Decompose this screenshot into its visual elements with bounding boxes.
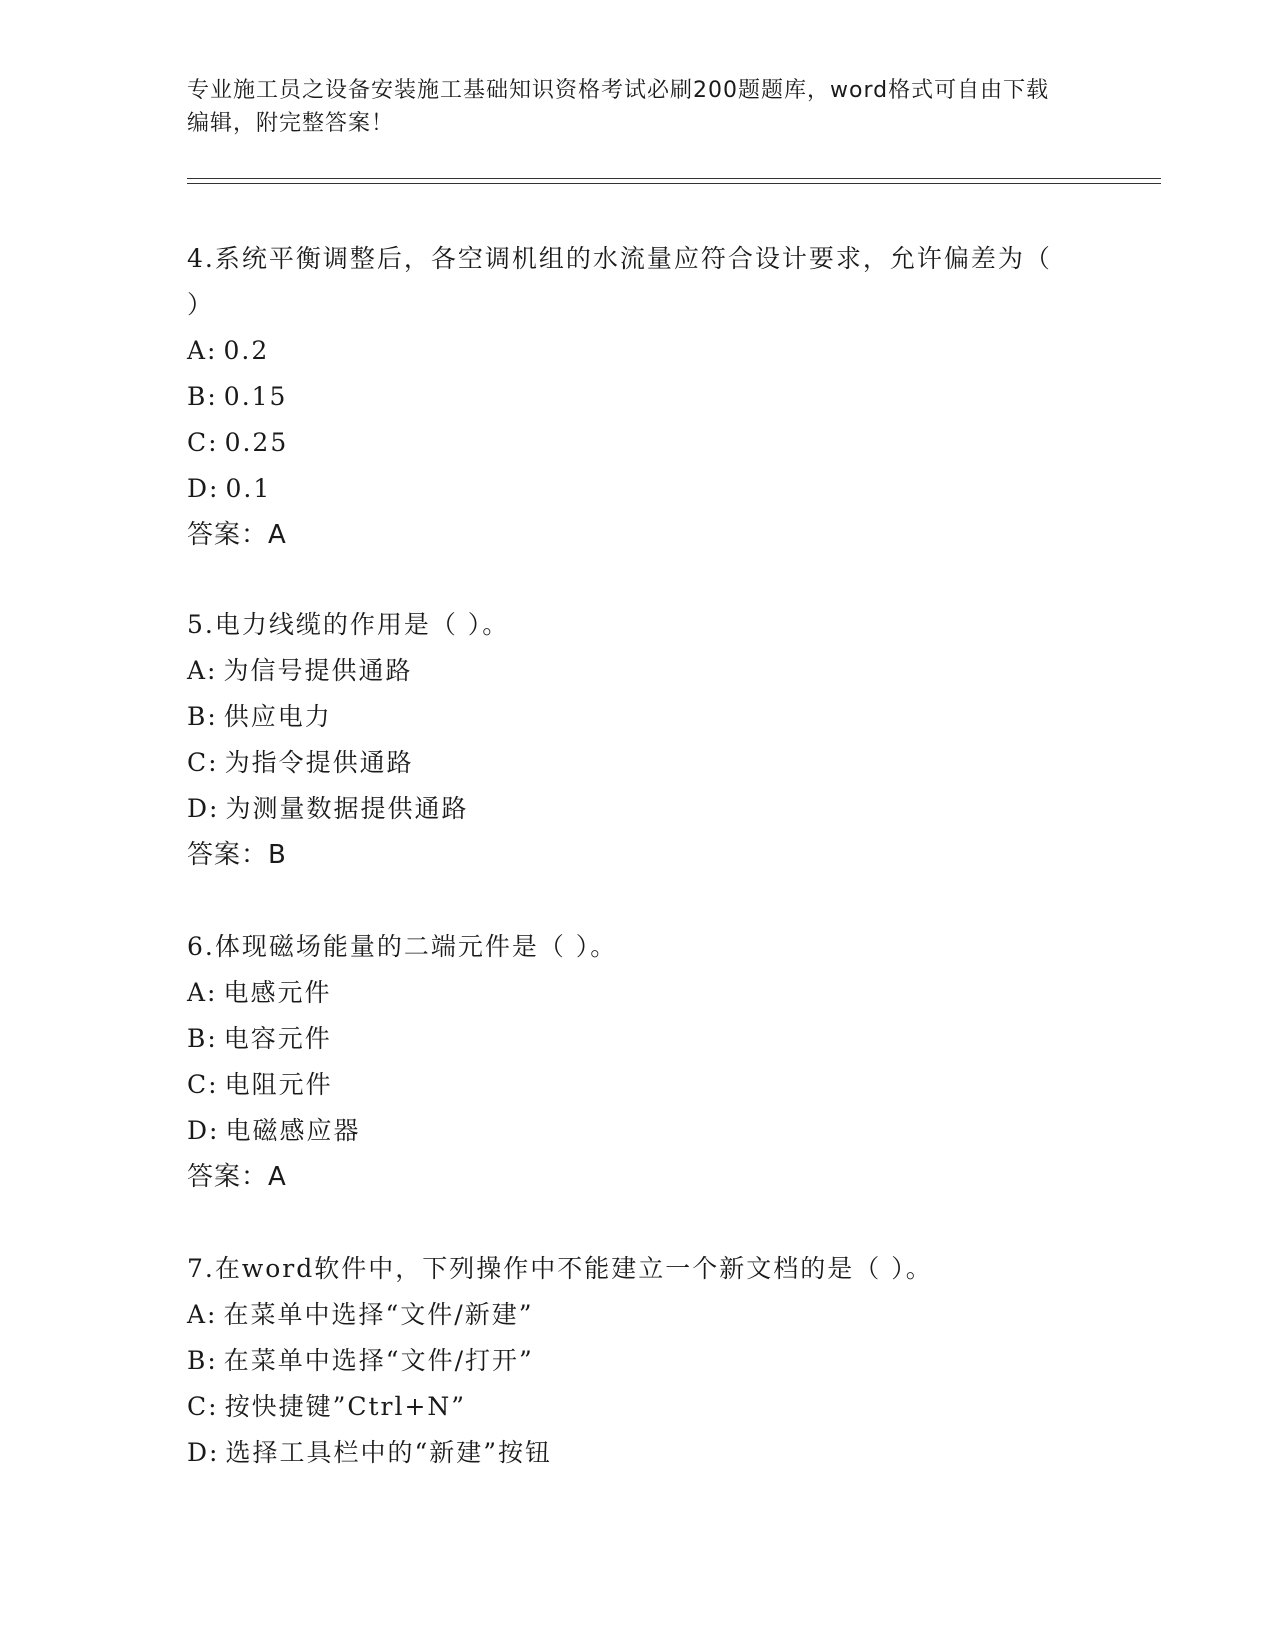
question-stem: 4.系统平衡调整后，各空调机组的水流量应符合设计要求，允许偏差为（ ） [187, 244, 1052, 319]
option-a [187, 328, 1067, 374]
option-text: 在菜单中选择“文件/新建” [223, 1300, 534, 1329]
answer-line: 答案：B [187, 840, 287, 870]
option-letter: C: [187, 1070, 219, 1099]
question-stem: 7.在word软件中，下列操作中不能建立一个新文档的是（ ）。 [187, 1254, 933, 1283]
answer-line: 答案：A [187, 520, 287, 550]
option-c [187, 740, 1067, 786]
option-text: 0.2 [223, 336, 270, 365]
option-letter: C: [187, 748, 219, 777]
answer-line: 答案：A [187, 1162, 287, 1192]
option-text: 选择工具栏中的“新建”按钮 [225, 1438, 553, 1467]
option-text: 按快捷键”Ctrl+N” [224, 1392, 467, 1421]
option-text: 0.15 [223, 382, 288, 411]
option-text: 0.1 [225, 474, 272, 503]
option-letter: A: [187, 336, 218, 365]
option-b [187, 374, 1067, 420]
option-b [187, 694, 1067, 740]
document-header [187, 74, 1067, 140]
option-text: 0.25 [224, 428, 289, 457]
header-divider-bottom [187, 183, 1161, 184]
option-text: 为指令提供通路 [224, 748, 414, 777]
option-d [187, 1108, 1067, 1154]
option-text: 供应电力 [223, 702, 332, 731]
option-text: 为测量数据提供通路 [225, 794, 469, 823]
option-a [187, 970, 1067, 1016]
option-letter: B: [187, 1346, 218, 1375]
option-text: 电容元件 [223, 1024, 332, 1053]
option-letter: A: [187, 1300, 218, 1329]
option-d [187, 466, 1067, 512]
question-stem: 6.体现磁场能量的二端元件是（ ）。 [187, 932, 618, 961]
option-letter: B: [187, 1024, 218, 1053]
option-letter: C: [187, 428, 219, 457]
option-text: 电阻元件 [224, 1070, 333, 1099]
option-letter: A: [187, 978, 218, 1007]
option-b [187, 1016, 1067, 1062]
option-letter: B: [187, 702, 218, 731]
option-text: 电感元件 [223, 978, 332, 1007]
option-a [187, 648, 1067, 694]
option-letter: D: [187, 1116, 220, 1145]
option-letter: A: [187, 656, 218, 685]
question-6 [187, 924, 1067, 1200]
option-letter: D: [187, 794, 220, 823]
option-c [187, 420, 1067, 466]
option-c [187, 1384, 1067, 1430]
option-b [187, 1338, 1067, 1384]
option-a [187, 1292, 1067, 1338]
option-d [187, 1430, 1067, 1476]
option-letter: B: [187, 382, 218, 411]
option-letter: C: [187, 1392, 219, 1421]
question-stem: 5.电力线缆的作用是（ ）。 [187, 610, 510, 639]
question-7 [187, 1246, 1067, 1476]
header-divider-top [187, 178, 1161, 179]
option-c [187, 1062, 1067, 1108]
option-letter: D: [187, 1438, 220, 1467]
option-d [187, 786, 1067, 832]
option-text: 在菜单中选择“文件/打开” [223, 1346, 534, 1375]
option-text: 为信号提供通路 [223, 656, 413, 685]
header-title: 专业施工员之设备安装施工基础知识资格考试必刷200题题库，word格式可自由下载编辑，附完整答案！ [187, 78, 1050, 136]
question-4 [187, 236, 1067, 558]
question-5 [187, 602, 1067, 878]
option-letter: D: [187, 474, 220, 503]
option-text: 电磁感应器 [225, 1116, 361, 1145]
